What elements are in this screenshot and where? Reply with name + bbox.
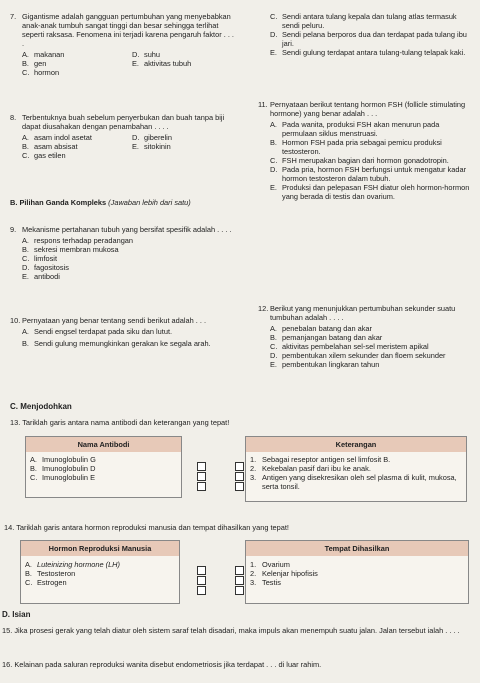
match-dot[interactable] [235,576,244,585]
match-dot[interactable] [235,462,244,471]
option-a[interactable]: A. makanan [22,50,65,60]
question-stem: Mekanisme pertahanan tubuh yang bersifat spesifik adalah . . . . [22,225,232,234]
question-stem: Pernyataan yang benar tentang sendi berikut adalah . . . [22,316,207,325]
option-e[interactable]: E. sitokinin [132,142,171,152]
option-d[interactable]: D. fagositosis [22,263,69,273]
match-dot[interactable] [197,576,206,585]
match-dot[interactable] [235,566,244,575]
table-header: Nama Antibodi [26,437,181,452]
match-dot[interactable] [235,586,244,595]
option-e[interactable]: E. Sendi gulung terdapat antara tulang-tulang telapak kaki. [270,48,466,58]
option-a[interactable]: A. Sendi engsel terdapat pada siku dan lutut. [22,327,173,337]
question-12 [258,304,476,369]
match-item: 1. Ovarium [250,560,290,570]
option-a[interactable]: A. respons terhadap peradangan [22,236,134,246]
option-d[interactable]: D. giberelin [132,133,172,143]
question-stem: Berikut yang menunjukkan pertumbuhan sekunder suatu tumbuhan adalah . . . . [270,304,456,323]
match-item: C. Estrogen [25,578,67,588]
option-c[interactable]: C. Sendi antara tulang kepala dan tulang atlas termasuk sendi peluru. [270,12,457,31]
option-c[interactable]: C. gas etilen [22,151,66,161]
question-16-text: 16. Kelainan pada saluran reproduksi wanita disebut endometriosis jika terdapat . . . di luar rahim. [2,660,322,669]
table-header: Keterangan [246,437,466,452]
question-number: 7. [10,12,17,21]
option-b[interactable]: B. sekresi membran mukosa [22,245,119,255]
option-a[interactable]: A. Pada wanita, produksi FSH akan menurun pada permulaan siklus menstruasi. [270,120,440,139]
option-b[interactable]: B. Hormon FSH pada pria sebagai pemicu produksi testosteron. [270,138,442,157]
match-dot[interactable] [197,482,206,491]
section-b-heading: B. Pilihan Ganda Kompleks (Jawaban lebih dari satu) [10,198,191,207]
question-13-text: 13. Tariklah garis antara nama antibodi dan keterangan yang tepat! [10,418,230,427]
match-dot[interactable] [197,586,206,595]
match-dot[interactable] [197,462,206,471]
option-e[interactable]: E. antibodi [22,272,60,282]
option-d[interactable]: D. pembentukan xilem sekunder dan floem sekunder [270,351,446,361]
option-d[interactable]: D. Sendi pelana berporos dua dan terdapat pada tulang ibu jari. [270,30,467,49]
option-c[interactable]: C. aktivitas pembelahan sel-sel meristem apikal [270,342,429,352]
match-item: A. Luteinizing hormone (LH) [25,560,120,570]
option-c[interactable]: C. hormon [22,68,60,78]
question-stem: Terbentuknya buah sebelum penyerbukan dan buah tanpa biji dapat diusahakan dengan penambahan . . . . [22,113,225,132]
question-11 [258,100,476,201]
match-item: A. Imunoglobulin G [30,455,96,465]
option-c[interactable]: C. limfosit [22,254,57,264]
match-dot[interactable] [235,482,244,491]
question-number: 12. [258,304,269,313]
question-number: 10. [10,316,21,325]
section-d-heading: D. Isian [2,610,31,619]
question-10-continued [258,12,476,57]
option-b[interactable]: B. pemanjangan batang dan akar [270,333,383,343]
question-number: 8. [10,113,17,122]
match-item: 2. Kelenjar hipofisis [250,569,318,579]
question-stem: Pernyataan berikut tentang hormon FSH (follicle stimulating hormone) yang benar adalah . . . [270,100,466,119]
table-header: Hormon Reproduksi Manusia [21,541,179,556]
table-header: Tempat Dihasilkan [246,541,468,556]
question-8 [10,113,234,160]
match-item: 2. Kekebalan pasif dari ibu ke anak. [250,464,371,474]
match-item: 3. Testis [250,578,281,588]
option-a[interactable]: A. penebalan batang dan akar [270,324,372,334]
q13-right-table [245,436,467,502]
match-dot[interactable] [197,566,206,575]
option-d[interactable]: D. Pada pria, hormon FSH berfungsi untuk mengatur kadar hormon testosteron dalam tubuh. [270,165,467,184]
option-c[interactable]: C. FSH merupakan bagian dari hormon gonadotropin. [270,156,449,166]
match-item: 3. Antigen yang disekresikan oleh sel plasma di kulit, mukosa, serta tonsil. [250,473,457,492]
question-number: 9. [10,225,17,234]
option-e[interactable]: E. Produksi dan pelepasan FSH diatur oleh hormon-hormon yang berada di testis dan ovarium. [270,183,470,202]
q14-left-table [20,540,180,604]
section-c-heading: C. Menjodohkan [10,402,72,411]
question-9 [10,225,234,281]
match-item: C. Imunoglobulin E [30,473,96,483]
question-stem: Gigantisme adalah gangguan pertumbuhan yang menyebabkan anak-anak tumbuh sangat tinggi dan besar sehingga terlihat seperti raksasa. Fenomena ini terjadi karena pengaruh faktor . . . . [22,12,234,49]
match-item: B. Testosteron [25,569,76,579]
option-a[interactable]: A. asam indol asetat [22,133,92,143]
option-e[interactable]: E. pembentukan lingkaran tahun [270,360,380,370]
question-10 [10,316,234,348]
option-b[interactable]: B. asam absisat [22,142,78,152]
question-number: 11. [258,100,268,109]
question-7 [10,12,234,77]
q13-left-table [25,436,182,498]
match-item: B. Imunoglobulin D [30,464,96,474]
question-14-text: 14. Tariklah garis antara hormon reproduksi manusia dan tempat dihasilkan yang tepat! [4,523,289,532]
option-e[interactable]: E. aktivitas tubuh [132,59,192,69]
question-15-text: 15. Jika prosesi gerak yang telah diatur oleh sistem saraf telah disadari, maka impuls akan menempuh suatu jalan. Jalan tersebut ialah . . . . [2,626,460,635]
option-d[interactable]: D. suhu [132,50,161,60]
option-b[interactable]: B. gen [22,59,47,69]
option-b[interactable]: B. Sendi gulung memungkinkan gerakan ke segala arah. [22,339,211,349]
q14-right-table [245,540,469,604]
match-dot[interactable] [235,472,244,481]
match-dot[interactable] [197,472,206,481]
match-item: 1. Sebagai reseptor antigen sel limfosit B. [250,455,391,465]
